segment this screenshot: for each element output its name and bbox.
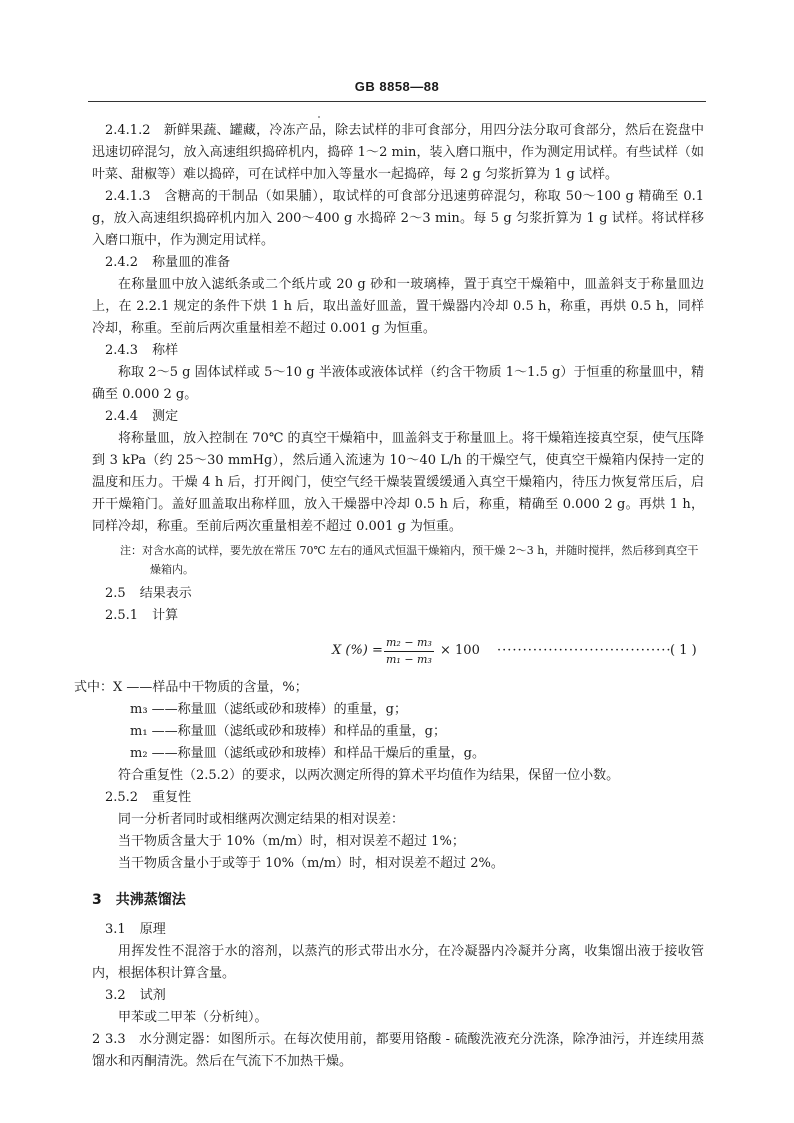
heading-title: 计算	[152, 608, 179, 623]
heading-number: 2.4.4	[105, 409, 139, 424]
formula-1	[92, 635, 704, 671]
heading-title: 结果表示	[139, 586, 192, 601]
para-3-2: 甲苯或二甲苯（分析纯）。	[118, 1010, 268, 1025]
para-repeat-3: 当干物质含量小于或等于 10%（m/m）时，相对误差不超过 2%。	[118, 856, 504, 871]
definition-x: 式中：X ——样品中干物质的含量，%；	[74, 680, 308, 695]
heading-2-4-3	[92, 340, 704, 362]
heading-title: 称量皿的准备	[152, 255, 231, 270]
document-body	[74, 120, 704, 1073]
heading-3-2	[92, 985, 704, 1007]
heading-number: 2.5	[105, 586, 126, 601]
formula-multiplier: × 100	[440, 643, 480, 658]
para-3-1: 用挥发性不混溶于水的溶剂，以蒸汽的形式带出水分，在冷凝器内冷凝并分离，收集馏出液于接收管内，根据体积计算含量。	[92, 944, 704, 981]
para-repeat-1: 同一分析者同时或相继两次测定结果的相对误差：	[118, 812, 405, 827]
heading-2-4-4	[92, 406, 704, 428]
para-2-4-1-2: 2.4.1.2 新鲜果蔬、罐藏，冷冻产品，除去试样的非可食部分，用四分法分取可食部分，然后在瓷盘中迅速切碎混匀，放入高速组织捣碎机内，捣碎 1～2 min，装入磨口瓶中，作为测定用试样。有些试样（如叶菜、甜椒等）难以捣碎，可在试样中加入等量水一起捣碎，每 2 g 匀浆折算为 1 g 试样。	[92, 123, 704, 182]
heading-number: 3.1	[105, 922, 126, 937]
heading-title: 试剂	[139, 988, 166, 1003]
heading-number: 3.2	[105, 988, 126, 1003]
heading-2-4-2	[92, 252, 704, 274]
note-line-2: 燥箱内。	[150, 563, 194, 576]
equation-number: ( 1 )	[670, 643, 697, 658]
heading-number: 2.4.2	[105, 255, 139, 270]
para-2-4-2: 在称量皿中放入滤纸条或二个纸片或 20 g 砂和一玻璃棒，置于真空干燥箱中，皿盖斜支于称量皿边上，在 2.2.1 规定的条件下烘 1 h 后，取出盖好皿盖，置干燥器内冷却 0.5 h，称重，再烘 0.5 h，同样冷却，称重。至前后两次重量相差不超过 0.001 g 为恒重。	[92, 277, 704, 336]
para-conformity: 符合重复性（2.5.2）的要求，以两次测定所得的算术平均值作为结果，保留一位小数。	[118, 768, 620, 783]
heading-2-5-1	[92, 605, 704, 627]
heading-3-1	[92, 919, 704, 941]
definition-m1: m₁ ——称量皿（滤纸或砂和玻棒）和样品的重量，g；	[130, 724, 446, 739]
note-line-1: 注：对含水高的试样，要先放在常压 70℃ 左右的通风式恒温干燥箱内，预干燥 2～3 h，并随时搅拌，然后移到真空干	[120, 544, 699, 557]
scan-dot	[318, 116, 320, 118]
note	[120, 541, 704, 579]
section-title: 共沸蒸馏法	[115, 892, 186, 908]
para-2-4-1-3: 2.4.1.3 含糖高的干制品（如果脯），取试样的可食部分迅速剪碎混匀，称取 50～100 g 精确至 0.1 g，放入高速组织捣碎机内加入 200～400 g 水捣碎 2～3 min。每 5 g 匀浆折算为 1 g 试样。将试样移入磨口瓶中，作为测定用试样。	[92, 189, 704, 248]
formula-fraction	[384, 635, 434, 668]
header-rule	[88, 101, 706, 102]
standard-code-header: GB 8858—88	[354, 79, 440, 94]
para-repeat-2: 当干物质含量大于 10%（m/m）时，相对误差不超过 1%；	[118, 834, 465, 849]
page-number: 2	[92, 1032, 101, 1047]
heading-number: 2.5.1	[105, 608, 139, 623]
para-3-3: 3.3 水分测定器：如图所示。在每次使用前，都要用铬酸 - 硫酸洗液充分洗涤，除净油污，并连续用蒸馏水和丙酮清洗。然后在气流下不加热干燥。	[92, 1032, 704, 1069]
heading-title: 称样	[152, 343, 179, 358]
heading-title: 原理	[139, 922, 166, 937]
definition-m2: m₂ ——称量皿（滤纸或砂和玻棒）和样品干燥后的重量，g。	[130, 746, 485, 761]
para-2-4-3: 称取 2～5 g 固体试样或 5～10 g 半液体或液体试样（约含干物质 1～1.5 g）于恒重的称量皿中，精确至 0.000 2 g。	[92, 365, 704, 402]
definition-m3: m₃ ——称量皿（滤纸或砂和玻棒）的重量，g；	[130, 702, 407, 717]
heading-title: 重复性	[152, 790, 192, 805]
section-number: 3	[92, 892, 102, 908]
heading-title: 测定	[152, 409, 179, 424]
formula-leader-dots: ··································	[497, 643, 672, 658]
heading-2-5	[92, 583, 704, 605]
heading-number: 2.4.3	[105, 343, 139, 358]
formula-denominator: m₁ − m₃	[386, 653, 432, 666]
heading-2-5-2	[92, 787, 704, 809]
section-3-heading	[92, 889, 704, 911]
formula-numerator: m₂ − m₃	[384, 635, 434, 652]
para-2-4-4: 将称量皿，放入控制在 70℃ 的真空干燥箱中，皿盖斜支于称量皿上。将干燥箱连接真空泵，使气压降到 3 kPa（约 25～30 mmHg），然后通入流速为 10～40 L/h 的干燥空气，使真空干燥箱内保持一定的温度和压力。干燥 4 h 后，打开阀门，使空气经干燥装置缓缓通入真空干燥箱内，待压力恢复常压后，启开干燥箱门。盖好皿盖取出称样皿，放入干燥器中冷却 0.5 h 后，称重，精确至 0.000 2 g。再烘 1 h，同样冷却，称重。至前后两次重量相差不超过 0.001 g 为恒重。	[92, 431, 704, 534]
formula-lhs: X (%) =	[332, 643, 383, 658]
heading-number: 2.5.2	[105, 790, 139, 805]
